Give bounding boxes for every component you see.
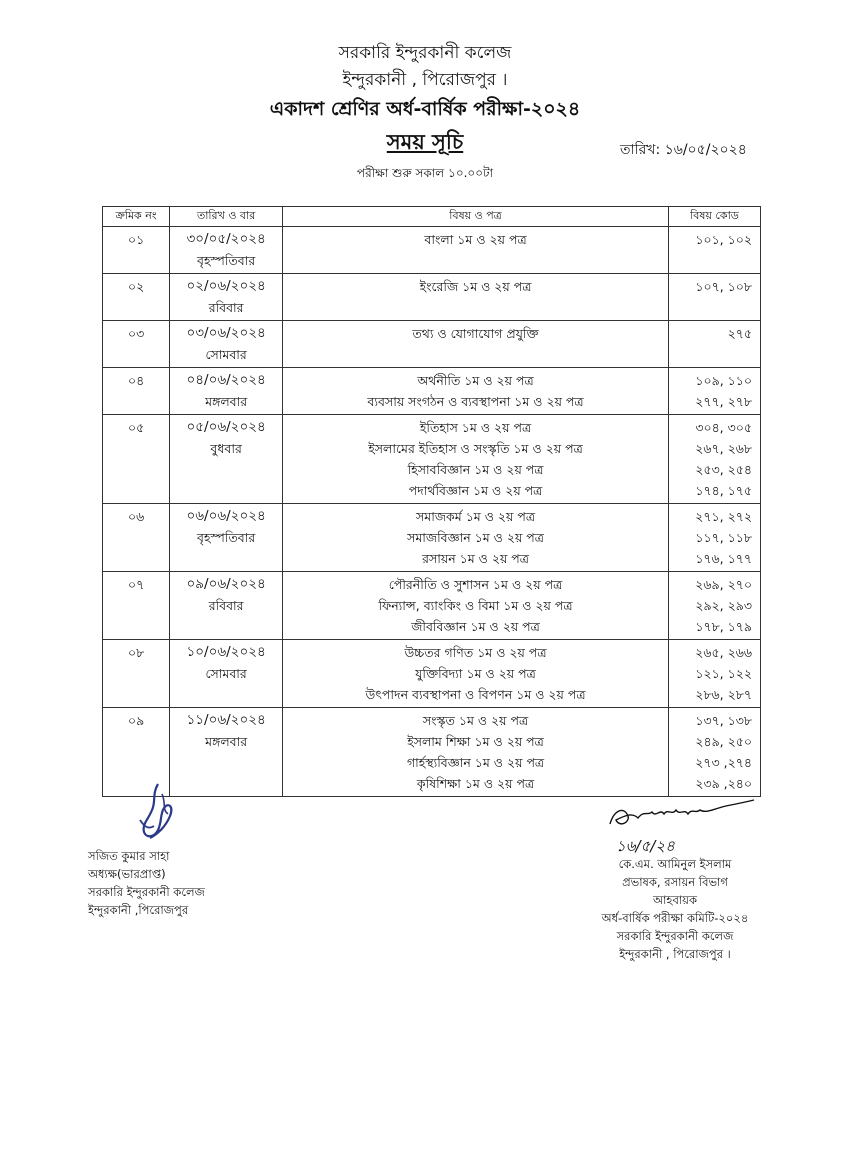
exam-day: মঙ্গলবার: [205, 734, 248, 749]
principal-address: ইন্দুরকানী ,পিরোজপুর: [88, 903, 189, 917]
row-date-cell: [170, 640, 283, 708]
row-code-cell: [668, 321, 760, 368]
subject-code: ১৭৬, ১৭৭: [695, 551, 752, 566]
serial-number: ০৯: [127, 713, 145, 728]
table-body: [103, 227, 761, 797]
exam-date: ৩০/০৫/২০২৪: [186, 231, 266, 247]
subject-name: হিসাববিজ্ঞান ১ম ও ২য় পত্র: [407, 462, 544, 477]
row-subject-cell: [283, 415, 669, 504]
convener-address: ইন্দুরকানী , পিরোজপুর ।: [619, 947, 731, 961]
row-code-cell: [668, 368, 760, 415]
row-code-cell: [668, 415, 760, 504]
convener-committee: অর্ধ-বার্ষিক পরীক্ষা কমিটি-২০২৪: [601, 911, 749, 925]
row-code-cell: [668, 708, 760, 797]
exam-date: ০৪/০৬/২০২৪: [186, 372, 266, 388]
row-serial: [103, 640, 170, 708]
subject-name: যুক্তিবিদ্যা ১ম ও ২য় পত্র: [415, 666, 536, 681]
row-serial: [103, 274, 170, 321]
subject-name: সমাজকর্ম ১ম ও ২য় পত্র: [416, 509, 536, 524]
header-code: বিষয় কোড: [668, 207, 760, 227]
subject-code: ২৭৫: [727, 326, 752, 341]
table-row: [103, 321, 761, 368]
subject-name: গার্হস্থ্যবিজ্ঞান ১ম ও ২য় পত্র: [406, 755, 545, 770]
exam-day: বৃহস্পতিবার: [196, 530, 256, 545]
subject-name: রসায়ন ১ম ও ২য় পত্র: [422, 551, 529, 566]
serial-number: ০৫: [127, 420, 145, 435]
exam-date: ০৫/০৬/২০২৪: [186, 419, 266, 435]
exam-schedule-table: [102, 206, 761, 797]
row-subject-cell: [283, 321, 669, 368]
row-serial: [103, 368, 170, 415]
row-date-cell: [170, 415, 283, 504]
subject-name: ব্যবসায় সংগঠন ও ব্যবস্থাপনা ১ম ও ২য় পত্র: [367, 394, 584, 409]
row-serial: [103, 415, 170, 504]
empty-line: [673, 344, 752, 365]
row-code-cell: [668, 572, 760, 640]
exam-day: সোমবার: [205, 347, 247, 362]
subject-code: ২৮৬, ২৮৭: [695, 687, 752, 702]
serial-number: ০১: [127, 232, 145, 247]
convener-signature-image: [606, 798, 790, 837]
table-row: [103, 572, 761, 640]
principal-org: সরকারি ইন্দুরকানী কলেজ: [88, 885, 205, 899]
row-code-cell: [668, 640, 760, 708]
subject-name: পদার্থবিজ্ঞান ১ম ও ২য় পত্র: [408, 483, 543, 498]
table-row: [103, 640, 761, 708]
exam-day: বৃহস্পতিবার: [196, 253, 256, 268]
subject-name: কৃষিশিক্ষা ১ম ও ২য় পত্র: [416, 776, 535, 791]
row-subject-cell: [283, 640, 669, 708]
row-serial: [103, 572, 170, 640]
table-row: [103, 504, 761, 572]
subject-code: ৩০৪, ৩০৫: [695, 420, 752, 435]
principal-title: অধ্যক্ষ(ভারপ্রাপ্ত): [88, 867, 166, 881]
subject-name: জীববিজ্ঞান ১ম ও ২য় পত্র: [411, 619, 540, 634]
subject-code: ২৯২, ২৯৩: [695, 598, 752, 613]
subject-code: ২৫৩, ২৫৪: [695, 462, 752, 477]
row-subject-cell: [283, 708, 669, 797]
exam-day: মঙ্গলবার: [205, 394, 248, 409]
row-serial: [103, 504, 170, 572]
row-subject-cell: [283, 274, 669, 321]
subject-name: ইংরেজি ১ম ও ২য় পত্র: [419, 279, 532, 294]
convener-name: কে.এম. আমিনুল ইসলাম: [618, 857, 732, 871]
empty-line: [287, 297, 664, 318]
row-date-cell: [170, 368, 283, 415]
exam-date: ০৬/০৬/২০২৪: [186, 508, 266, 524]
row-subject-cell: [283, 504, 669, 572]
row-subject-cell: [283, 227, 669, 274]
exam-title: একাদশ শ্রেণির অর্ধ-বার্ষিক পরীক্ষা-২০২৪: [269, 98, 581, 120]
header-serial: ক্রমিক নং: [103, 207, 170, 227]
college-address: ইন্দুরকানী , পিরোজপুর ।: [342, 70, 508, 90]
exam-date: ১০/০৬/২০২৪: [186, 644, 266, 660]
exam-day: রবিবার: [208, 598, 244, 613]
exam-start-time: পরীক্ষা শুরু সকাল ১০.০০টা: [356, 166, 494, 180]
subject-name: উচ্চতর গণিত ১ম ও ২য় পত্র: [404, 645, 547, 660]
row-date-cell: [170, 321, 283, 368]
subject-code: ১২১, ১২২: [695, 666, 752, 681]
subject-name: সমাজবিজ্ঞান ১ম ও ২য় পত্র: [407, 530, 544, 545]
empty-line: [673, 250, 752, 271]
row-code-cell: [668, 504, 760, 572]
subject-name: সংস্কৃত ১ম ও ২য় পত্র: [422, 713, 529, 728]
exam-date: ০২/০৬/২০২৪: [186, 278, 266, 294]
subject-code: ২৭৭, ২৭৮: [695, 394, 752, 409]
subject-name: উৎপাদন ব্যবস্থাপনা ও বিপণন ১ম ও ২য় পত্র: [365, 687, 586, 702]
row-subject-cell: [283, 572, 669, 640]
exam-date: ১১/০৬/২০২৪: [186, 712, 266, 728]
principal-name: সজিত কুমার সাহা: [88, 849, 170, 863]
serial-number: ০৮: [127, 645, 145, 660]
subject-name: বাংলা ১ম ও ২য় পত্র: [424, 232, 527, 247]
principal-signature-image: [118, 780, 318, 847]
convener-role: আহবায়ক: [652, 893, 697, 907]
empty-line: [287, 250, 664, 271]
subject-code: ১৭৮, ১৭৯: [695, 619, 752, 634]
subject-name: পৌরনীতি ও সুশাসন ১ম ও ২য় পত্র: [388, 577, 563, 592]
exam-date: ০৩/০৬/২০২৪: [186, 325, 266, 341]
convener-handwritten-date: ১৬/৫/২৪: [616, 837, 675, 855]
table-row: [103, 415, 761, 504]
empty-line: [287, 344, 664, 365]
subject-code: ২৭৩ ,২৭৪: [695, 755, 752, 770]
convener-title: প্রভাষক, রসায়ন বিভাগ: [622, 875, 728, 889]
subject-code: ১১৭, ১১৮: [695, 530, 752, 545]
table-row: [103, 368, 761, 415]
subject-code: ২৩৯ ,২৪০: [695, 776, 752, 791]
subject-name: ইসলাম শিক্ষা ১ম ও ২য় পত্র: [407, 734, 544, 749]
subject-name: ইতিহাস ১ম ও ২য় পত্র: [419, 420, 532, 435]
subject-code: ১০৭, ১০৮: [695, 279, 752, 294]
subject-code: ২৬৯, ২৭০: [695, 577, 752, 592]
subject-code: ১৩৭, ১৩৮: [695, 713, 752, 728]
convener-org: সরকারি ইন্দুরকানী কলেজ: [616, 929, 734, 943]
subject-code: ১০১, ১০২: [695, 232, 752, 247]
header-date: তারিখ ও বার: [170, 207, 283, 227]
empty-line: [673, 297, 752, 318]
subject-code: ২৬৭, ২৬৮: [695, 441, 752, 456]
exam-day: সোমবার: [205, 666, 247, 681]
serial-number: ০৩: [127, 326, 145, 341]
row-code-cell: [668, 227, 760, 274]
subject-name: তথ্য ও যোগাযোগ প্রযুক্তি: [412, 326, 539, 341]
document-header: [0, 40, 850, 185]
serial-number: ০৬: [127, 509, 145, 524]
table-row: [103, 274, 761, 321]
exam-date: ০৯/০৬/২০২৪: [186, 576, 266, 592]
subject-name: ইসলামের ইতিহাস ও সংস্কৃতি ১ম ও ২য় পত্র: [368, 441, 583, 456]
serial-number: ০২: [127, 279, 145, 294]
serial-number: ০৭: [127, 577, 145, 592]
row-serial: [103, 321, 170, 368]
routine-heading: সময় সূচি: [386, 130, 464, 154]
exam-day: বুধবার: [210, 441, 242, 456]
table-header-row: [103, 207, 761, 227]
subject-code: ২৭১, ২৭২: [695, 509, 752, 524]
exam-day: রবিবার: [208, 300, 244, 315]
table-row: [103, 227, 761, 274]
row-serial: [103, 227, 170, 274]
subject-code: ২৪৯, ২৫০: [695, 734, 752, 749]
convener-signature-block: [560, 798, 790, 963]
college-name: সরকারি ইন্দুরকানী কলেজ: [338, 43, 512, 63]
row-subject-cell: [283, 368, 669, 415]
subject-code: ২৬৫, ২৬৬: [695, 645, 752, 660]
subject-name: অর্থনীতি ১ম ও ২য় পত্র: [417, 373, 534, 388]
subject-code: ১৭৪, ১৭৫: [695, 483, 752, 498]
row-date-cell: [170, 227, 283, 274]
subject-name: ফিন্যান্স, ব্যাংকিং ও বিমা ১ম ও ২য় পত্র: [378, 598, 573, 613]
row-code-cell: [668, 274, 760, 321]
header-subject: বিষয় ও পত্র: [283, 207, 669, 227]
subject-code: ১০৯, ১১০: [695, 373, 752, 388]
serial-number: ০৪: [127, 373, 145, 388]
notice-date: তারিখ: ১৬/০৫/২০২৪: [620, 142, 747, 158]
row-date-cell: [170, 504, 283, 572]
principal-signature-block: [88, 780, 318, 919]
row-date-cell: [170, 572, 283, 640]
row-date-cell: [170, 274, 283, 321]
